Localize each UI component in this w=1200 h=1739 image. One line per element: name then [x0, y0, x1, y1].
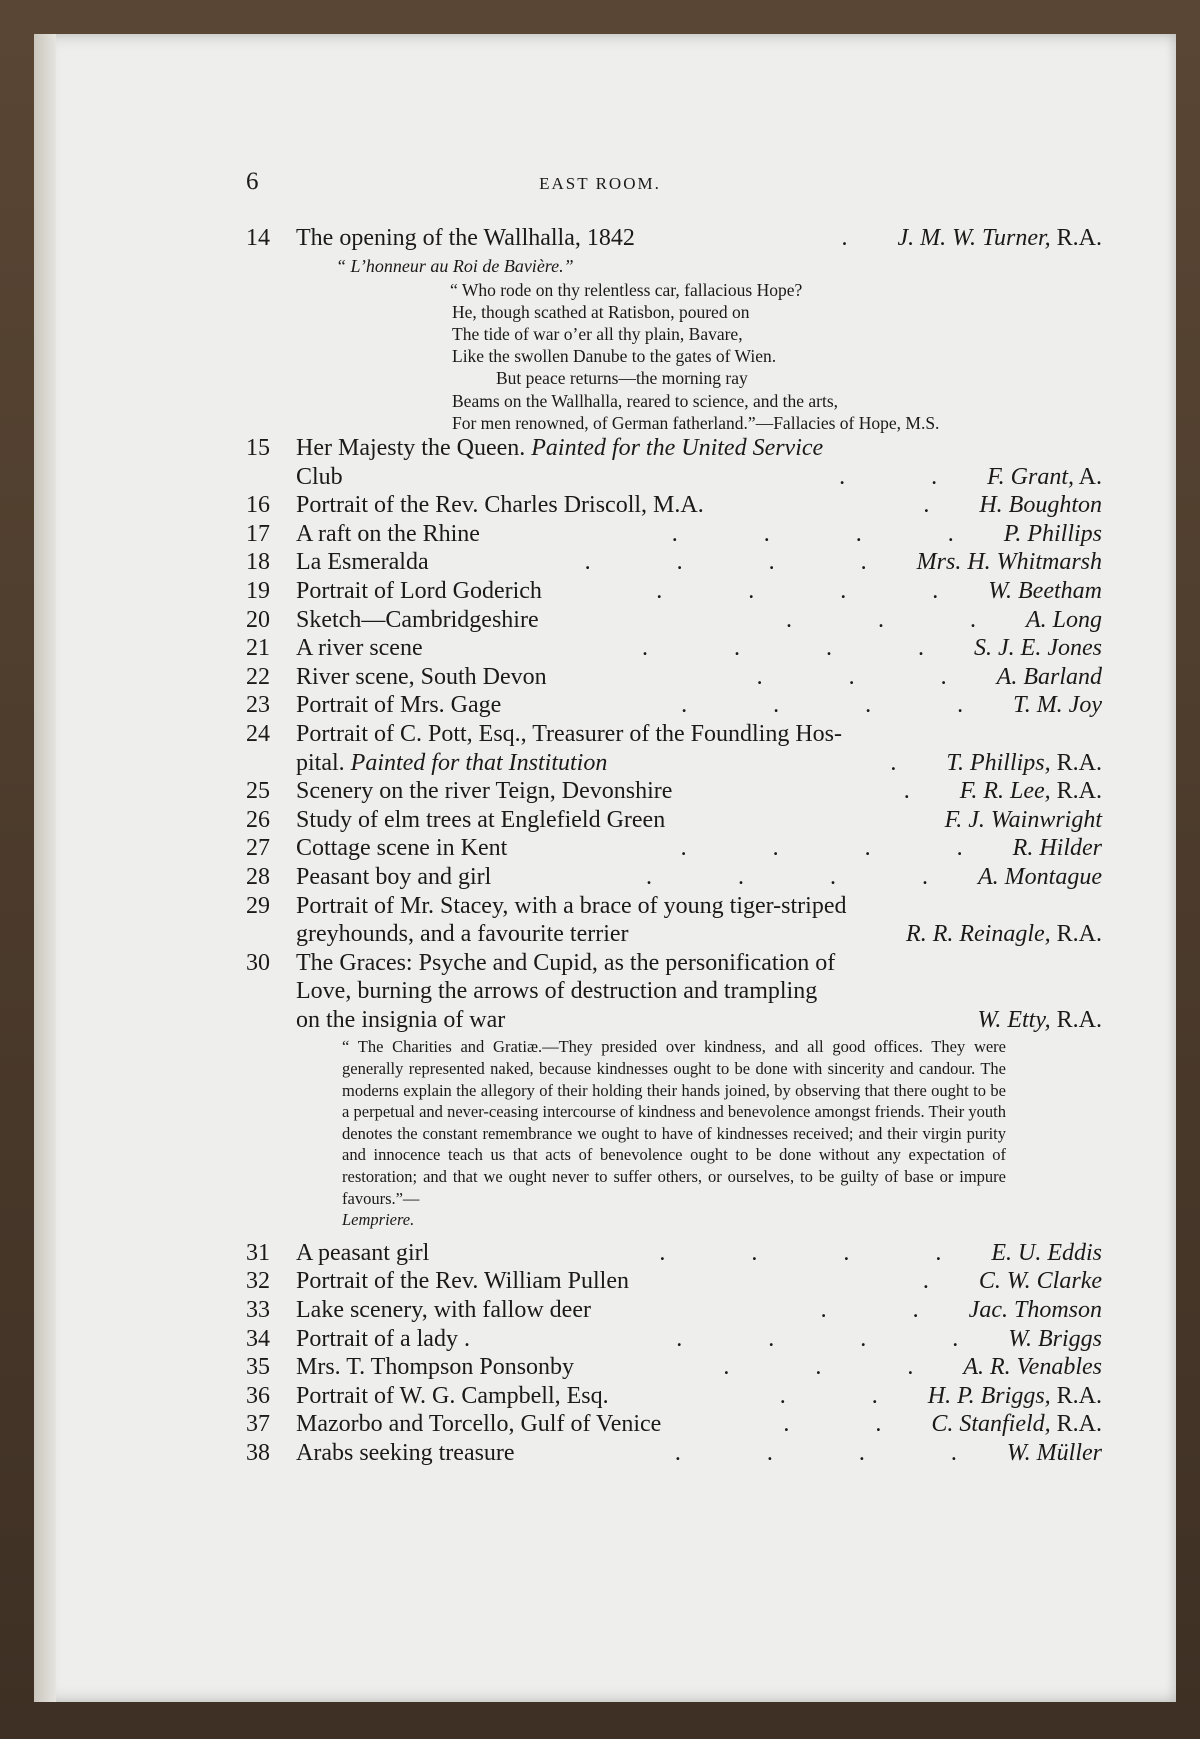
entry-number: 36 [246, 1382, 270, 1409]
poem-line: The tide of war o’er all thy plain, Bavare, [452, 324, 743, 344]
entry-artist: A. Long [1025, 606, 1102, 633]
catalogue-entry [246, 1239, 1102, 1268]
entry-line [246, 834, 1102, 863]
entry-artist: R. R. Reinagle, R.A. [906, 921, 1102, 948]
entry-title: Portrait of C. Pott, Esq., Treasurer of the Foundling Hos- [296, 720, 842, 747]
entry-artist-suffix: R.A. [1050, 921, 1102, 948]
catalogue-entry [246, 224, 1102, 434]
entry-line [246, 434, 1102, 463]
poem-line: Beams on the Wallhalla, reared to science, and the arts, [452, 390, 839, 411]
catalogue-entry [246, 434, 1102, 491]
leader-dots: . . . . [680, 835, 1003, 862]
entry-artist: R. Hilder [1012, 835, 1102, 862]
catalogue-entry [246, 720, 1102, 777]
entry-line [246, 1439, 1102, 1468]
entry-number: 22 [246, 663, 270, 690]
catalogue-entry [246, 634, 1102, 663]
entry-artist: W. Briggs [1008, 1325, 1102, 1352]
entry-artist-suffix: R.A. [1050, 1411, 1102, 1438]
entry-number: 16 [246, 492, 270, 519]
prose-quotation [246, 1036, 1006, 1230]
entry-title: The opening of the Wallhalla, 1842 [296, 225, 635, 251]
entry-number: 23 [246, 692, 270, 719]
entry-artist: H. P. Briggs, R.A. [927, 1382, 1102, 1409]
entry-title-continued: Club [296, 463, 343, 490]
entry-line [246, 892, 1102, 921]
leader-dots: . . [839, 463, 978, 490]
entry-title: Sketch—Cambridgeshire [296, 606, 539, 633]
entry-artist: W. Etty, R.A. [977, 1006, 1102, 1033]
entry-title: Study of elm trees at Englefield Green [296, 806, 666, 833]
entry-title: Her Majesty the Queen. Painted for the United Service [296, 435, 824, 462]
prose-text: “ The Charities and Gratiæ.—They presided over kindness, and all good offices. They were generally represented naked, because kindnesses ought to be done with sincerity and candour. The moderns explain the allegory of their holding their hands joined, by observing that there ought to be a perpetual and never-ceasing intercourse of kindness and benevolence amongst friends. Their youth denotes the constant remembrance we ought to have of kindnesses received; and their virgin purity and innocence teach us that acts of benevolence ought to be done without any expectation of restoration; and that we ought never to suffer others, or ourselves, to be guilty of base or impure favours.”— [342, 1037, 1006, 1208]
entry-number: 15 [246, 435, 270, 462]
entry-continuation [246, 920, 1102, 949]
leader-dots: . . . . [674, 1439, 997, 1466]
entry-line [246, 663, 1102, 692]
poem-quotation [246, 279, 1102, 434]
entry-line [246, 1239, 1102, 1268]
catalogue-entry [246, 1325, 1102, 1354]
entry-line [246, 491, 1102, 520]
entry-number: 33 [246, 1297, 270, 1324]
entry-number: 17 [246, 520, 270, 547]
poem-line: For men renowned, of German fatherland.”—Fallacies of Hope, M.S. [452, 412, 940, 433]
entry-number: 31 [246, 1239, 270, 1266]
catalogue-entry [246, 949, 1102, 1231]
catalogue-entry [246, 806, 1102, 835]
poem-line: “ Who rode on thy relentless car, fallacious Hope? [450, 279, 803, 300]
leader-dots: . [903, 778, 950, 805]
entry-line [246, 949, 1102, 978]
catalogue-entry [246, 606, 1102, 635]
entry-title-continued: greyhounds, and a favourite terrier [296, 921, 629, 948]
entry-title: Arabs seeking treasure [296, 1439, 515, 1466]
catalogue-entry [246, 1296, 1102, 1325]
catalogue-entry [246, 1267, 1102, 1296]
entry-title: A raft on the Rhine [296, 520, 480, 547]
entry-number: 32 [246, 1268, 270, 1295]
entry-artist: T. M. Joy [1013, 692, 1102, 719]
catalogue-entry [246, 548, 1102, 577]
entry-number: 26 [246, 806, 270, 833]
entry-continuation [246, 749, 1102, 778]
entry-line [246, 1382, 1102, 1411]
entry-title: Peasant boy and girl [296, 863, 492, 890]
entry-number: 24 [246, 720, 270, 747]
entry-title: Portrait of a lady . [296, 1325, 470, 1352]
entry-line [246, 520, 1102, 549]
epigraph: “ L’honneur au Roi de Bavière.” [336, 255, 574, 276]
leader-dots: . . . . [659, 1239, 982, 1266]
entry-artist: P. Phillips [1003, 520, 1102, 547]
entry-title: Portrait of Mr. Stacey, with a brace of young tiger-striped [296, 892, 847, 919]
entry-artist: A. R. Venables [963, 1354, 1102, 1381]
running-head: EAST ROOM. [539, 174, 661, 193]
entry-title: Portrait of W. G. Campbell, Esq. [296, 1382, 609, 1409]
leader-dots: . . [779, 1382, 918, 1409]
entry-number: 28 [246, 863, 270, 890]
entry-line [246, 548, 1102, 577]
leader-dots: . . . . [584, 549, 907, 576]
entry-number: 25 [246, 778, 270, 805]
entry-line [246, 863, 1102, 892]
catalogue-entry [246, 491, 1102, 520]
entry-title: Portrait of Mrs. Gage [296, 692, 502, 719]
entry-continuation [246, 463, 1102, 492]
entry-title: La Esmeralda [296, 549, 429, 576]
entry-line [246, 691, 1102, 720]
entry-artist-suffix: R.A. [1050, 1006, 1102, 1033]
leader-dots: . . [820, 1297, 959, 1324]
entry-line [246, 720, 1102, 749]
entry-title-continued: pital. Painted for that Institution [296, 749, 608, 776]
poem-line: Like the swollen Danube to the gates of Wien. [452, 346, 777, 367]
catalogue-entry [246, 663, 1102, 692]
page-number: 6 [246, 168, 259, 195]
entry-artist: F. Grant, A. [987, 463, 1102, 490]
entry-title: Lake scenery, with fallow deer [296, 1297, 591, 1324]
catalogue-entry [246, 1382, 1102, 1411]
entry-artist: A. Montague [978, 863, 1102, 890]
leader-dots: . . . [723, 1354, 954, 1381]
entry-artist: F. J. Wainwright [944, 806, 1102, 833]
leader-dots: . . . [756, 663, 987, 690]
entry-artist-suffix: R.A. [1050, 225, 1102, 251]
entry-artist: Jac. Thomson [968, 1297, 1102, 1324]
entry-title: The Graces: Psyche and Cupid, as the personification of [296, 949, 836, 976]
entry-line [246, 634, 1102, 663]
entry-title: Portrait of Lord Goderich [296, 577, 542, 604]
entry-continuation [246, 1006, 1102, 1035]
leader-dots: . . . [785, 606, 1016, 633]
entry-title-continued: on the insignia of war [296, 1006, 506, 1033]
entry-artist-suffix: R.A. [1050, 778, 1102, 805]
entry-number: 35 [246, 1354, 270, 1381]
entry-line [246, 1267, 1102, 1296]
entry-number: 29 [246, 892, 270, 919]
leader-dots: . . . . [681, 692, 1004, 719]
catalogue-entry [246, 863, 1102, 892]
poem-line: He, though scathed at Ratisbon, poured on [452, 301, 750, 322]
entry-artist: S. J. E. Jones [974, 635, 1102, 662]
leader-dots: . [841, 225, 888, 251]
catalogue-entry [246, 691, 1102, 720]
catalogue-entry [246, 892, 1102, 949]
entry-title-italic: Painted for that Institution [350, 749, 608, 776]
prose-source: Lempriere. [342, 1210, 415, 1230]
entry-artist-suffix: R.A. [1050, 1382, 1102, 1409]
entry-line [246, 777, 1102, 806]
entry-title: Mrs. T. Thompson Ponsonby [296, 1354, 575, 1381]
entry-number: 34 [246, 1325, 270, 1352]
entry-number: 37 [246, 1411, 270, 1438]
entry-title-continued: Love, burning the arrows of destruction and trampling [296, 978, 818, 1005]
entry-number: 38 [246, 1439, 270, 1466]
entry-line [246, 1296, 1102, 1325]
entry-artist: A. Barland [996, 663, 1102, 690]
entry-artist: J. M. W. Turner, R.A. [897, 225, 1102, 251]
entry-number: 21 [246, 635, 270, 662]
entry-number: 20 [246, 606, 270, 633]
leader-dots: . . . . [676, 1325, 999, 1352]
entry-line [246, 1410, 1102, 1439]
catalogue-entry [246, 1353, 1102, 1382]
entry-title: A peasant girl [296, 1239, 430, 1266]
leader-dots: . . . . [656, 577, 979, 604]
entry-line [246, 224, 1102, 253]
leader-dots: . [890, 749, 937, 776]
entry-artist: F. R. Lee, R.A. [959, 778, 1102, 805]
leader-dots: . . [783, 1411, 922, 1438]
entry-line [246, 606, 1102, 635]
entry-line [246, 806, 1102, 835]
entry-line [246, 1325, 1102, 1354]
entry-number: 30 [246, 949, 270, 976]
poem-line: But peace returns—the morning ray [496, 368, 748, 389]
entry-title: A river scene [296, 635, 423, 662]
entry-continuation [246, 977, 1102, 1006]
catalogue-entry [246, 777, 1102, 806]
entry-artist: C. Stanfield, R.A. [931, 1411, 1102, 1438]
entry-artist: C. W. Clarke [978, 1268, 1102, 1295]
entry-title: Portrait of the Rev. Charles Driscoll, M.A. [296, 492, 704, 519]
entry-artist-suffix: A. [1073, 463, 1102, 490]
entry-number: 14 [246, 225, 270, 251]
entry-title: Scenery on the river Teign, Devonshire [296, 778, 673, 805]
entry-artist: W. Müller [1006, 1439, 1102, 1466]
catalogue-entry [246, 1439, 1102, 1468]
entry-line [246, 577, 1102, 606]
catalogue-entry [246, 520, 1102, 549]
leader-dots: . . . . [671, 520, 994, 547]
catalogue-entry [246, 834, 1102, 863]
entry-artist: H. Boughton [979, 492, 1102, 519]
entry-artist: E. U. Eddis [991, 1239, 1102, 1266]
entry-title: Cottage scene in Kent [296, 835, 508, 862]
entry-artist: T. Phillips, R.A. [946, 749, 1102, 776]
entry-artist-suffix: R.A. [1050, 749, 1102, 776]
entry-title: Mazorbo and Torcello, Gulf of Venice [296, 1411, 662, 1438]
entry-number: 18 [246, 549, 270, 576]
leader-dots: . [923, 492, 970, 519]
entry-artist: Mrs. H. Whitmarsh [916, 549, 1102, 576]
entry-title: Portrait of the Rev. William Pullen [296, 1268, 629, 1295]
entry-number: 19 [246, 577, 270, 604]
entry-number: 27 [246, 835, 270, 862]
leader-dots: . [922, 1268, 969, 1295]
entry-title-italic: Painted for the United Service [531, 435, 824, 462]
catalogue-entry [246, 577, 1102, 606]
catalogue-entries [246, 224, 1102, 1468]
entry-line [246, 1353, 1102, 1382]
entry-title: River scene, South Devon [296, 663, 547, 690]
catalogue-entry [246, 1410, 1102, 1439]
leader-dots: . . . . [646, 863, 969, 890]
leader-dots: . . . . [642, 635, 965, 662]
page-gutter [34, 34, 56, 1702]
entry-artist: W. Beetham [988, 577, 1102, 604]
